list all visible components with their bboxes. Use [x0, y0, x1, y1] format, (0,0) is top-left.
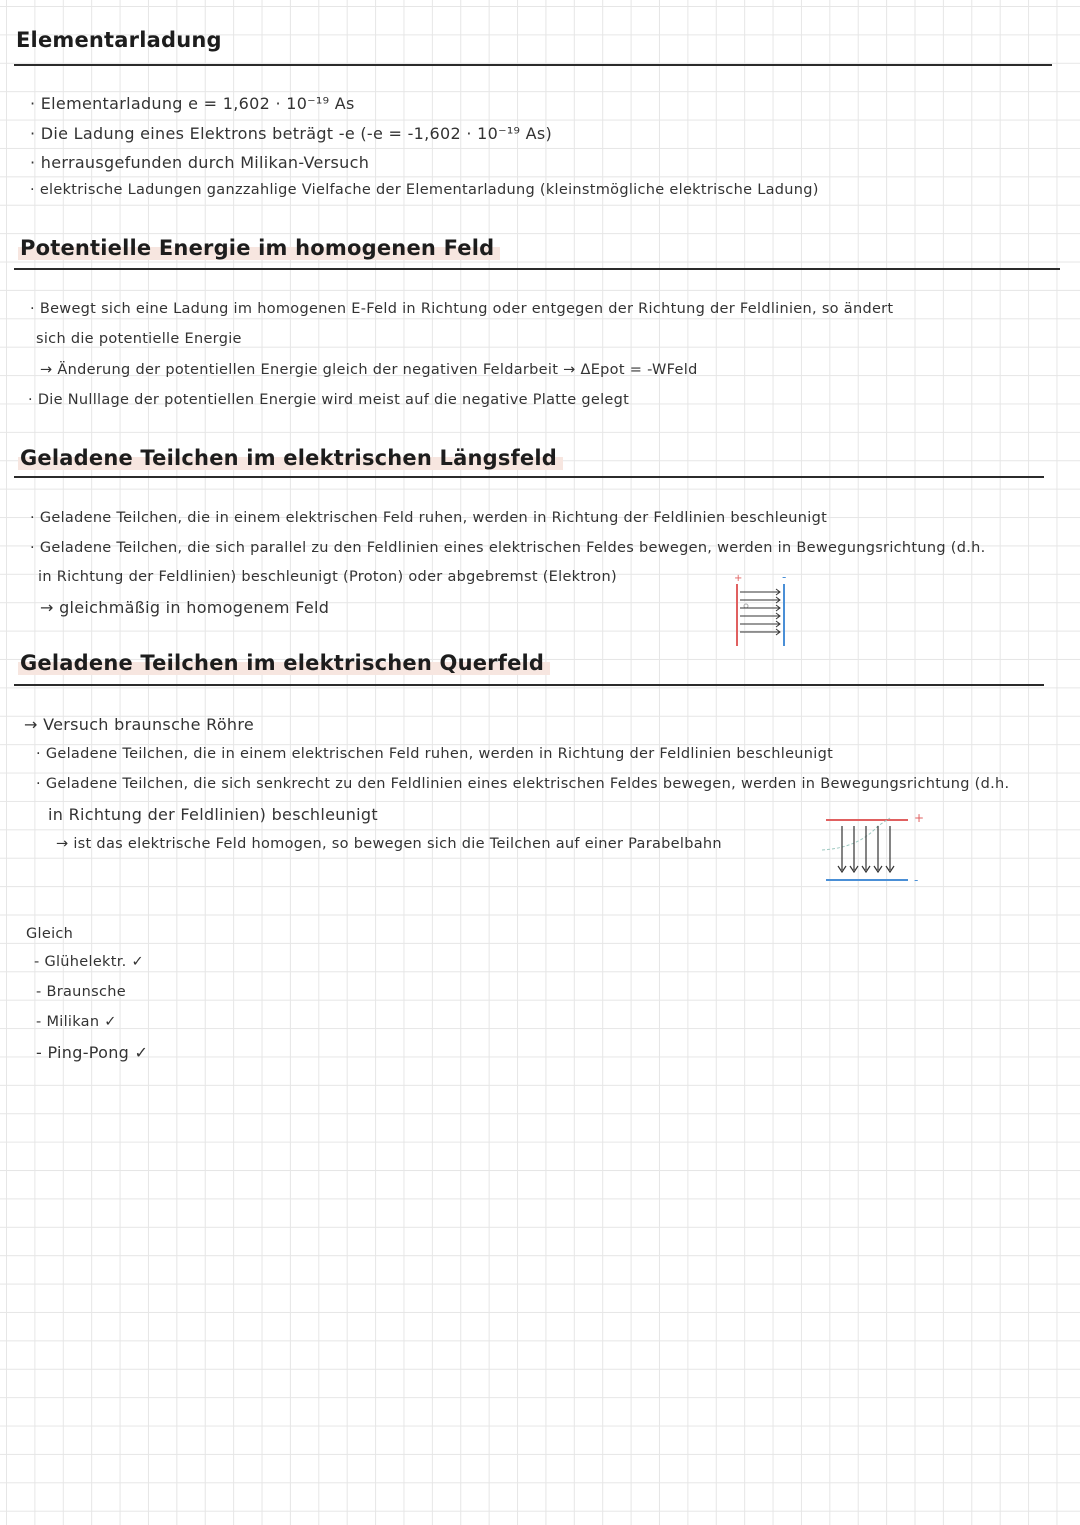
- checklist-item: - Glühelektr. ✓: [34, 954, 144, 970]
- text-line: · Bewegt sich eine Ladung im homogenen E-Feld in Richtung oder entgegen der Richtung der Feldlinien, so ändert: [30, 301, 894, 317]
- heading-potentielle-energie: [18, 236, 500, 260]
- text-line: · Geladene Teilchen, die sich parallel zu den Feldlinien eines elektrischen Feldes bewegen, werden in Bewegungsrichtung (d.h.: [30, 540, 986, 556]
- field-arrows: [740, 589, 780, 635]
- checklist-item: - Milikan ✓: [36, 1014, 117, 1030]
- heading-querfeld: [18, 651, 550, 675]
- heading-querfeld-text: Geladene Teilchen im elektrischen Querfeld: [18, 651, 550, 675]
- text-line: · Geladene Teilchen, die in einem elektrischen Feld ruhen, werden in Richtung der Feldlinien beschleunigt: [36, 746, 834, 762]
- text-line: → ist das elektrische Feld homogen, so bewegen sich die Teilchen auf einer Parabelbahn: [56, 836, 722, 852]
- divider: [14, 476, 1044, 478]
- laengsfeld-diagram: [726, 572, 800, 650]
- minus-label: -: [782, 572, 787, 584]
- text-line: → Änderung der potentiellen Energie gleich der negativen Feldarbeit → ΔEpot = -WFeld: [40, 362, 698, 378]
- text-line: → Versuch braunsche Röhre: [24, 715, 255, 734]
- querfeld-diagram: [818, 808, 928, 888]
- text-line: · Die Ladung eines Elektrons beträgt -e (-e = -1,602 · 10⁻¹⁹ As): [30, 124, 553, 143]
- text-line: in Richtung der Feldlinien) beschleunigt: [48, 805, 378, 824]
- minus-label: -: [914, 873, 919, 887]
- heading-elementarladung-text: Elementarladung: [16, 28, 222, 52]
- text-line: · elektrische Ladungen ganzzahlige Vielfache der Elementarladung (kleinstmögliche elektrische Ladung): [30, 182, 819, 198]
- divider: [14, 684, 1044, 686]
- text-line: · Geladene Teilchen, die sich senkrecht zu den Feldlinien eines elektrischen Feldes bewegen, werden in Bewegungsrichtung (d.h.: [36, 776, 1010, 792]
- plus-label: +: [734, 573, 743, 584]
- text-line: in Richtung der Feldlinien) beschleunigt (Proton) oder abgebremst (Elektron): [38, 569, 617, 585]
- checklist-heading: Gleich: [26, 926, 74, 942]
- checklist-item: - Ping-Pong ✓: [36, 1043, 149, 1062]
- particle: [744, 604, 748, 608]
- heading-potentielle-energie-text: Potentielle Energie im homogenen Feld: [18, 236, 500, 260]
- text-line: sich die potentielle Energie: [36, 331, 242, 347]
- checklist-item: - Braunsche: [36, 984, 126, 1000]
- heading-laengsfeld-text: Geladene Teilchen im elektrischen Längsfeld: [18, 446, 563, 470]
- parabel-path: [822, 818, 890, 850]
- text-line: · Geladene Teilchen, die in einem elektrischen Feld ruhen, werden in Richtung der Feldlinien beschleunigt: [30, 510, 828, 526]
- text-line: · Elementarladung e = 1,602 · 10⁻¹⁹ As: [30, 94, 355, 113]
- text-line: → gleichmäßig in homogenem Feld: [40, 598, 330, 617]
- text-line: · herrausgefunden durch Milikan-Versuch: [30, 153, 370, 172]
- field-arrows: [838, 826, 894, 872]
- heading-laengsfeld: [18, 446, 563, 470]
- plus-label: +: [914, 811, 925, 825]
- divider: [14, 268, 1060, 270]
- text-line: · Die Nulllage der potentiellen Energie wird meist auf die negative Platte gelegt: [28, 392, 630, 408]
- heading-elementarladung: [16, 28, 222, 52]
- divider: [14, 64, 1052, 66]
